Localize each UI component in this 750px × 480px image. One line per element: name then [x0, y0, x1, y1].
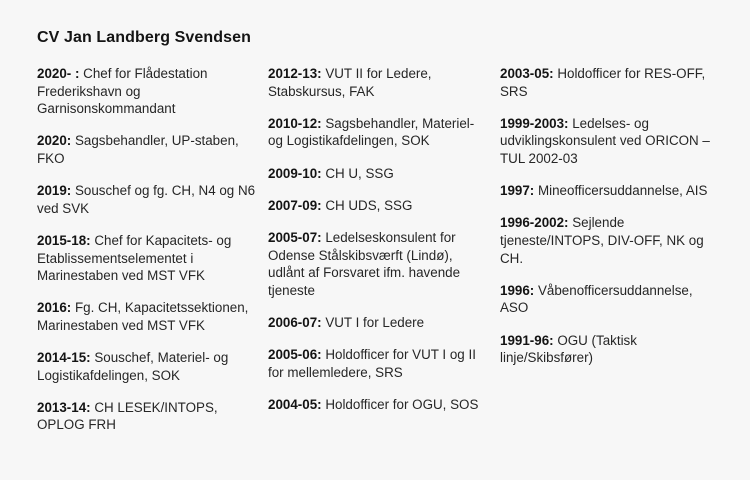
entry-year: 2005-07:: [268, 229, 322, 245]
cv-column-1: [37, 65, 259, 449]
cv-entry: [37, 299, 259, 334]
entry-year: 2005-06:: [268, 347, 322, 363]
entry-text: Sejlende tjeneste/INTOPS, DIV-OFF, NK og CH.: [500, 215, 704, 266]
cv-entry: [37, 182, 259, 217]
cv-entry: [500, 282, 722, 317]
cv-entry: [268, 314, 490, 332]
entry-text: Souschef og fg. CH, N4 og N6 ved SVK: [37, 183, 256, 216]
page-title: CV Jan Landberg Svendsen: [37, 29, 252, 46]
entry-text: Holdofficer for VUT I og II for mellemledere, SRS: [268, 347, 476, 380]
entry-text: Ledelseskonsulent for Odense Stålskibsværft (Lindø), udlånt af Forsvaret ifm. havende tjeneste: [268, 229, 461, 298]
entry-text: VUT II for Ledere, Stabskursus, FAK: [268, 66, 432, 99]
entry-text: Souschef, Materiel- og Logistikafdelingen, SOK: [37, 350, 229, 383]
entry-year: 2020:: [37, 133, 72, 149]
cv-entry: [268, 197, 490, 215]
cv-entry: [268, 115, 490, 150]
entry-year: 2015-18:: [37, 232, 91, 248]
entry-text: OGU (Taktisk linje/Skibsfører): [500, 332, 637, 366]
entry-text: Sagsbehandler, UP-staben, FKO: [37, 133, 239, 166]
entry-year: 1996-2002:: [500, 215, 569, 231]
entry-text: VUT I for Ledere: [321, 314, 425, 330]
cv-entry: [37, 132, 259, 167]
entry-year: 1997:: [500, 183, 535, 199]
entry-text: CH UDS, SSG: [321, 197, 413, 213]
entry-text: Fg. CH, Kapacitetssektionen, Marinestaben ved MST VFK: [37, 300, 249, 333]
cv-entry: [268, 396, 490, 414]
cv-entry: [500, 65, 722, 100]
entry-year: 1996:: [500, 282, 535, 298]
entry-year: 2012-13:: [268, 66, 322, 81]
entry-text: Våbenofficersuddannelse, ASO: [500, 282, 693, 316]
entry-text: Ledelses- og udviklingskonsulent ved ORICON – TUL 2002-03: [500, 115, 710, 166]
entry-year: 2009-10:: [268, 165, 322, 181]
entry-year: 2019:: [37, 183, 72, 199]
cv-column-2: [268, 65, 490, 428]
entry-text: Chef for Kapacitets- og Etablissementselementet i Marinestaben ved MST VFK: [37, 232, 232, 284]
entry-year: 2007-09:: [268, 197, 322, 213]
cv-entry: [37, 399, 259, 434]
cv-entry: [37, 65, 259, 118]
entry-year: 2006-07:: [268, 314, 322, 330]
entry-text: Mineofficersuddannelse, AIS: [534, 183, 708, 199]
cv-entry: [37, 349, 259, 384]
entry-text: Holdofficer for OGU, SOS: [321, 396, 479, 412]
cv-entry: [500, 332, 722, 367]
cv-column-3: [500, 65, 722, 381]
entry-year: 2020- :: [37, 66, 80, 81]
entry-year: 2003-05:: [500, 66, 554, 81]
cv-entry: [500, 115, 722, 168]
entry-year: 1999-2003:: [500, 115, 569, 131]
entry-text: Holdofficer for RES-OFF, SRS: [500, 66, 706, 99]
entry-year: 1991-96:: [500, 332, 554, 348]
cv-entry: [37, 232, 259, 285]
cv-entry: [268, 65, 490, 100]
entry-text: Chef for Flådestation Frederikshavn og Garnisonskommandant: [37, 66, 208, 117]
entry-year: 2004-05:: [268, 396, 322, 412]
cv-entry: [268, 346, 490, 381]
entry-year: 2014-15:: [37, 350, 91, 366]
entry-year: 2013-14:: [37, 399, 91, 415]
entry-text: CH LESEK/INTOPS, OPLOG FRH: [37, 399, 218, 433]
entry-text: CH U, SSG: [321, 165, 394, 181]
entry-text: Sagsbehandler, Materiel- og Logistikafdelingen, SOK: [268, 115, 475, 149]
cv-entry: [268, 165, 490, 183]
cv-entry: [500, 182, 722, 200]
cv-entry: [500, 214, 722, 267]
entry-year: 2016:: [37, 300, 72, 316]
entry-year: 2010-12:: [268, 115, 322, 131]
cv-entry: [268, 229, 490, 299]
